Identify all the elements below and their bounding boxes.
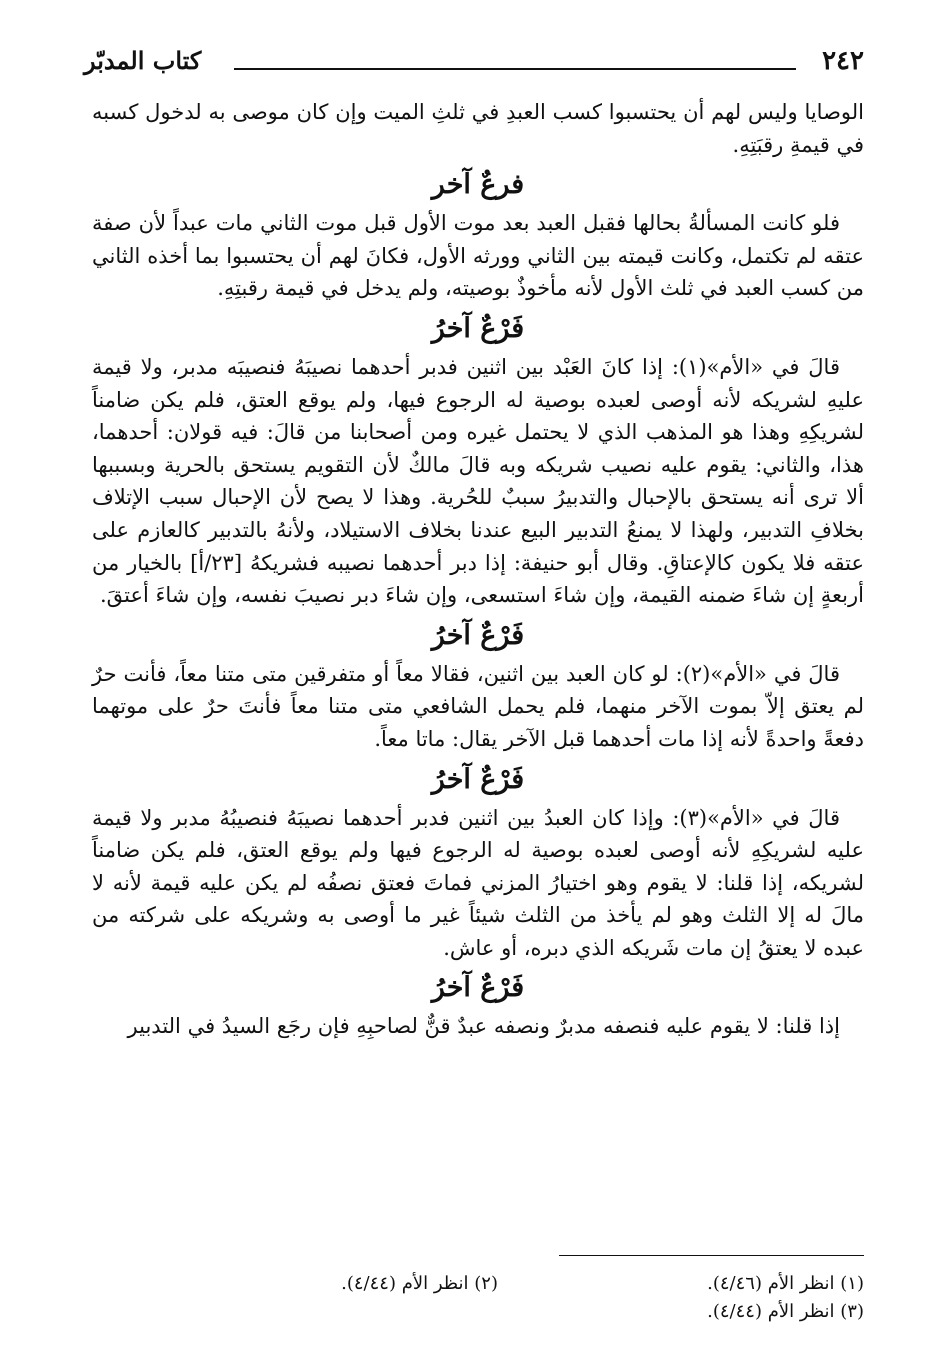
section-heading: فَرْعٌ آخرُ: [431, 619, 525, 651]
section-paragraph: إذا قلنا: لا يقوم عليه فنصفه مدبرٌ ونصفه عبدٌ قنٌّ لصاحبِهِ فإن رجَع السيدُ في التدبير: [127, 1014, 840, 1039]
footnote: (٣) انظر الأم (٤/٤٤).: [707, 1301, 864, 1322]
section-heading: فرعٌ آخر: [431, 169, 525, 201]
footnote: (٢) انظر الأم (٤/٤٤).: [341, 1273, 498, 1294]
section-paragraph: قالَ في «الأم»(٢): لو كان العبد بين اثنين، فقالا معاً أو متفرقين متى متنا معاً، فأنت حرٌ لم يعتق إلاّ بموت الآخر منهما، فلم يحمل الشافعي متى متنا معاً فأنتَ حرٌ على موتهما دفعةً واحدةً لأنه إذا مات أحدهما قبل الآخر يقال: ماتا معاً.: [92, 661, 864, 751]
section-paragraph: قالَ في «الأم»(٣): وإذا كان العبدُ بين اثنين فدبر أحدهما نصيبَهُ فنصيبُهُ مدبر ولا قيمة عليه لشريكِهِ لأنه أوصى لعبده بوصية له الرجوع فيها ولم يوقع العتق، فلم يكن ضامناً لشريكه، إذا قلنا: لا يقوم وهو اختيارُ المزني فماتَ فعتق نصفُه لم يكن عليه قيمة لأنه لا مالَ له إلا الثلث وهو لم يأخذ من الثلث شيئاً غير ما أوصى به وشريكه على شركته من عبده لا يعتقُ إن مات شَريكه الذي دبره، أو عاش.: [92, 805, 864, 960]
section-paragraph: فلو كانت المسألةُ بحالها فقبل العبد بعد موت الأول قبل موت الثاني مات عبداً لأن صفة عتقه لم تكتمل، وكانت قيمته بين الثاني وورثه الأول، فكانَ لهم أن يحتسبوا بما أخذه الثاني من كسب العبد في ثلث الأول لأنه مأخوذٌ بوصيته، ولم يدخل في قيمة رقبتِهِ.: [92, 211, 864, 301]
main-text: [92, 96, 864, 1043]
running-header: [84, 46, 864, 86]
page-number: ٢٤٢: [822, 46, 864, 76]
footnote: (١) انظر الأم (٤/٤٦).: [707, 1273, 864, 1294]
book-title: كتاب المدبّر: [84, 46, 202, 75]
section-heading: فَرْعٌ آخرُ: [431, 972, 525, 1004]
intro-paragraph: الوصايا وليس لهم أن يحتسبوا كسب العبدِ في ثلثِ الميت وإن كان موصى به لدخول كسبه في قيمةِ رقبَتِهِ.: [92, 100, 864, 157]
section-heading: فَرْعٌ آخرُ: [431, 763, 525, 795]
section-heading: فَرْعٌ آخرُ: [431, 312, 525, 344]
footnote-rule: [559, 1255, 864, 1256]
header-rule: [234, 68, 796, 70]
section-paragraph: قالَ في «الأم»(١): إذا كانَ العَبْد بين اثنين فدبر أحدهما نصيبَهُ فنصيبَه مدبر، ولا قيمة عليهِ لشريكه لأنه أوصى لعبده بوصية له الرجوع فيها، ولم يوقع العتق، فلم يكن ضامناً لشريكِهِ وهذا هو المذهب الذي لا يحتمل غيره ومن أصحابنا من قالَ: فيه قولان: أحدهما، هذا، والثاني: يقوم عليه نصيب شريكه وبه قالَ مالكٌ لأن التقويم يستحق بالحرية وبسببها ألا ترى أنه يستحق بالإحبال والتدبيرُ سببٌ للحُرية. وهذا لا يصح لأن الإحبال سبب الإتلاف بخلافِ التدبير، ولهذا لا يمنعُ التدبير البيع عندنا بخلاف الاستيلاد، ولأنهُ بالتدبير كالعازم على عتقه فلا يكون كالإعتاقِ. وقال أبو حنيفة: إذا دبر أحدهما نصيبه فشريكهُ [٢٣/أ] بالخيار من أربعةٍ إن شاءَ ضمنه القيمة، وإن شاءَ استسعى، وإن شاءَ دبر نصيبَ نفسه، وإن شاءَ أعتقَ.: [92, 354, 865, 608]
